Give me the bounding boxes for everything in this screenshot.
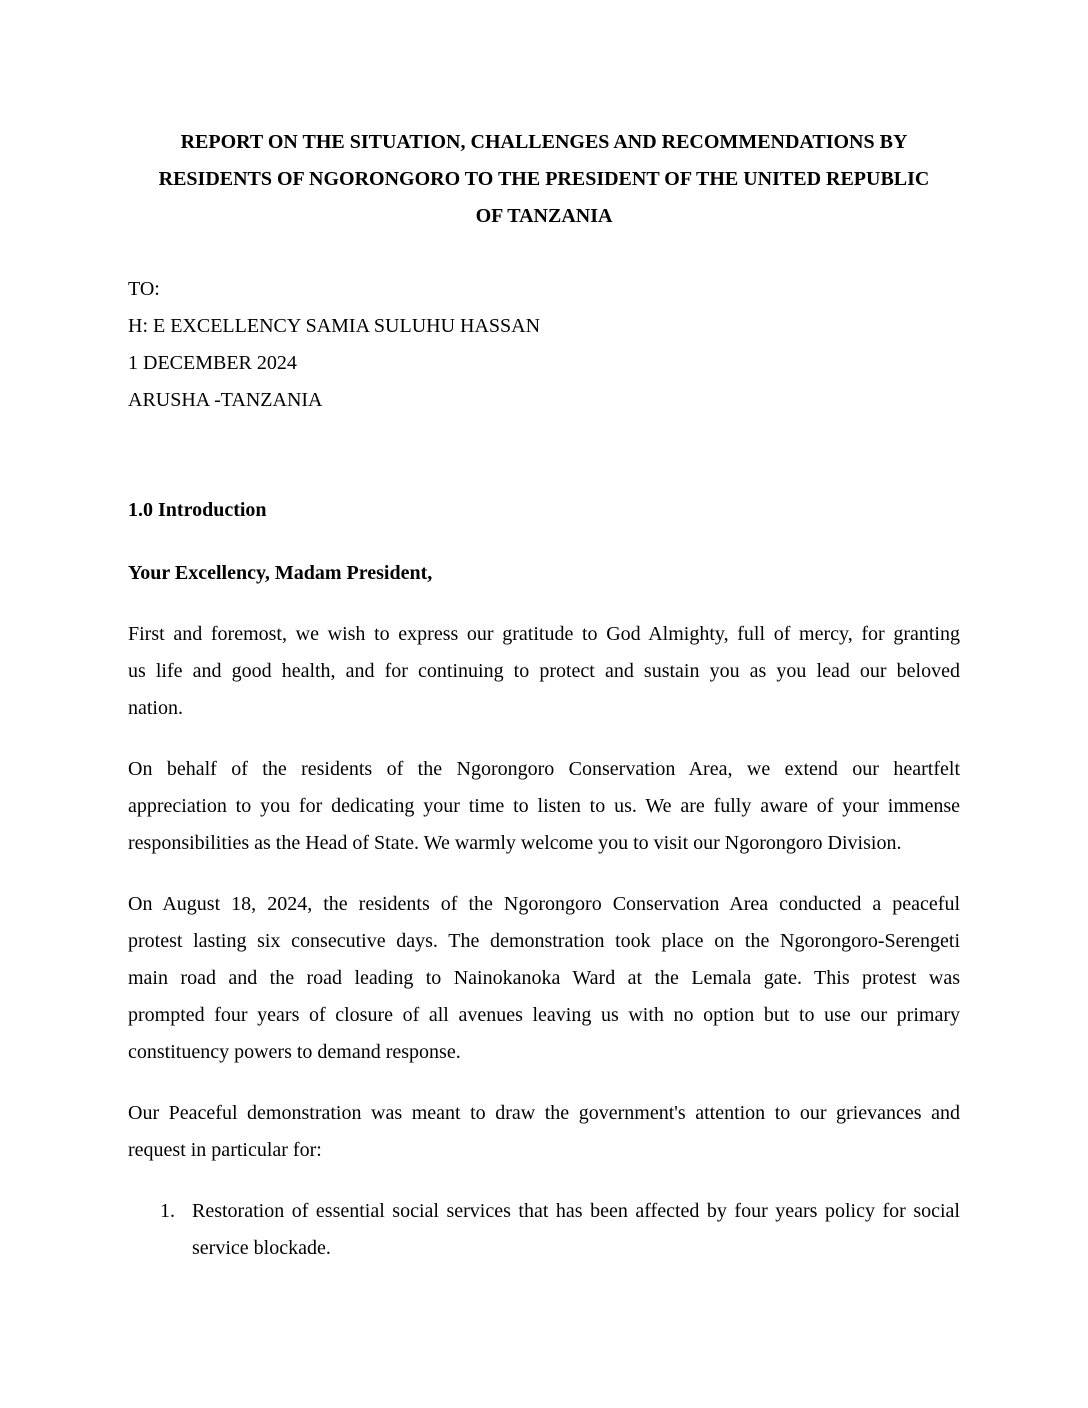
report-title: [128, 124, 960, 235]
paragraph-1: [128, 616, 960, 727]
paragraph-2-line-3: responsibilities as the Head of State. We warmly welcome you to visit our Ngorongoro Division.: [128, 832, 902, 854]
title-line-1: REPORT ON THE SITUATION, CHALLENGES AND RECOMMENDATIONS BY: [180, 131, 908, 153]
list-item-line-1: Restoration of essential social services that has been affected by four years policy for social: [192, 1200, 960, 1222]
title-line-3: OF TANZANIA: [475, 205, 613, 227]
paragraph-3-line-1: On August 18, 2024, the residents of the Ngorongoro Conservation Area conducted a peaceful: [128, 893, 960, 915]
paragraph-3: [128, 886, 960, 1071]
paragraph-4-line-2: request in particular for:: [128, 1139, 322, 1161]
address-recipient: H: E EXCELLENCY SAMIA SULUHU HASSAN: [128, 315, 541, 337]
section-heading: 1.0 Introduction: [128, 499, 267, 521]
salutation: Your Excellency, Madam President,: [128, 562, 433, 584]
paragraph-3-line-4: prompted four years of closure of all avenues leaving us with no option but to use our primary: [128, 1004, 960, 1026]
address-date: 1 DECEMBER 2024: [128, 352, 297, 374]
paragraph-2-line-2: appreciation to you for dedicating your time to listen to us. We are fully aware of your immense: [128, 795, 960, 817]
paragraph-1-line-1: First and foremost, we wish to express our gratitude to God Almighty, full of mercy, for granting: [128, 623, 960, 645]
paragraph-3-line-3: main road and the road leading to Nainokanoka Ward at the Lemala gate. This protest was: [128, 967, 960, 989]
list-item: [128, 1193, 960, 1267]
paragraph-1-line-3: nation.: [128, 697, 183, 719]
list-item-text: [192, 1193, 960, 1267]
paragraph-2-line-1: On behalf of the residents of the Ngorongoro Conservation Area, we extend our heartfelt: [128, 758, 960, 780]
paragraph-4-line-1: Our Peaceful demonstration was meant to draw the government's attention to our grievances and: [128, 1102, 960, 1124]
title-line-2: RESIDENTS OF NGORONGORO TO THE PRESIDENT OF THE UNITED REPUBLIC: [158, 168, 930, 190]
address-block: [128, 271, 960, 419]
paragraph-1-line-2: us life and good health, and for continuing to protect and sustain you as you lead our beloved: [128, 660, 960, 682]
paragraph-2: [128, 751, 960, 862]
paragraph-3-line-5: constituency powers to demand response.: [128, 1041, 461, 1063]
paragraph-3-line-2: protest lasting six consecutive days. The demonstration took place on the Ngorongoro-Serengeti: [128, 930, 960, 952]
list-item-number: 1.: [160, 1200, 175, 1222]
document-body: [128, 124, 960, 1267]
address-to: TO:: [128, 278, 160, 300]
address-place: ARUSHA -TANZANIA: [128, 389, 323, 411]
request-list: [128, 1193, 960, 1267]
list-item-line-2: service blockade.: [192, 1237, 331, 1259]
paragraph-4: [128, 1095, 960, 1169]
